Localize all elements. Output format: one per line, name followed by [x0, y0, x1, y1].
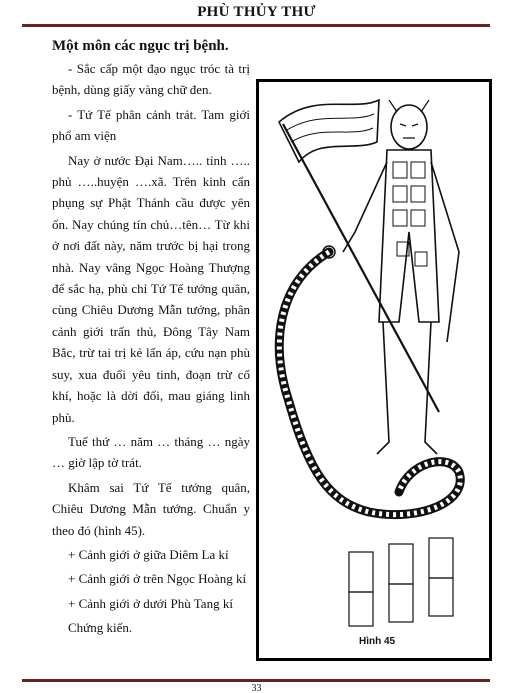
flag-stripe: [291, 128, 373, 142]
figure-arms: [343, 162, 459, 342]
talisman-illustration: [259, 82, 489, 658]
list-item: + Cảnh giới ở giữa Diêm La kí: [68, 546, 229, 562]
serpent-body: [279, 252, 460, 515]
figure-body: [379, 150, 439, 322]
figure-caption: Hình 45: [359, 636, 396, 647]
header-rule: [22, 24, 490, 27]
paragraph: Nay ở nước Đại Nam….. tỉnh ….. phủ …..huyện ….xã. Trên kinh cẩn phụng sự Phật Thánh cầu được yên ổn. Nay chúng tín chủ…tên… Từ khi ở nơi đất này, năm trước bị hại trong nhà. Nay vâng Ngọc Hoàng Thượng đế sắc hạ, phù chỉ Tứ Tế tướng quân, cùng Chiêu Dương Mẫn tướng, phân cảnh giới trấn thủ, Đông Tây Nam Bắc, trừ tai trị kẻ lấn áp, cứu nạn phù suy, xua đuổi yêu tinh, đoạn trừ cố khí, hoặc là dời đổi, mau giáng linh phù.: [52, 152, 250, 425]
paragraph: - Sắc cấp một đạo ngục tróc tà trị bệnh, dùng giấy vàng chữ đen.: [52, 61, 250, 98]
talisman-glyphs: [393, 162, 427, 266]
list-item: + Cảnh giới ở trên Ngọc Hoàng kí: [68, 571, 247, 587]
paragraph: Khâm sai Tứ Tế tướng quân, Chiêu Dương Mẫn tướng. Chuẩn y theo đó (hình 45).: [52, 479, 250, 538]
page-number: 33: [251, 684, 262, 693]
section-heading: Một môn các ngục trị bệnh.: [52, 38, 229, 54]
list-item: + Cảnh giới ở dưới Phù Tang kí: [68, 595, 233, 611]
footer-rule: [22, 679, 490, 682]
flag-stripe: [287, 114, 374, 130]
page-title: PHÙ THỦY THƯ: [197, 4, 316, 20]
paragraph: Tuế thứ … năm … tháng … ngày … giờ lập tờ trát.: [52, 433, 250, 471]
paragraph: Chứng kiến.: [68, 620, 133, 636]
serpent-scales: [279, 252, 460, 515]
body-text: [52, 58, 250, 642]
paragraph: - Tứ Tế phân cảnh trát. Tam giới phổ am viện: [52, 106, 250, 144]
figure-frame: [256, 79, 492, 661]
bottom-glyphs: [349, 538, 453, 626]
figure-legs: [377, 322, 437, 454]
